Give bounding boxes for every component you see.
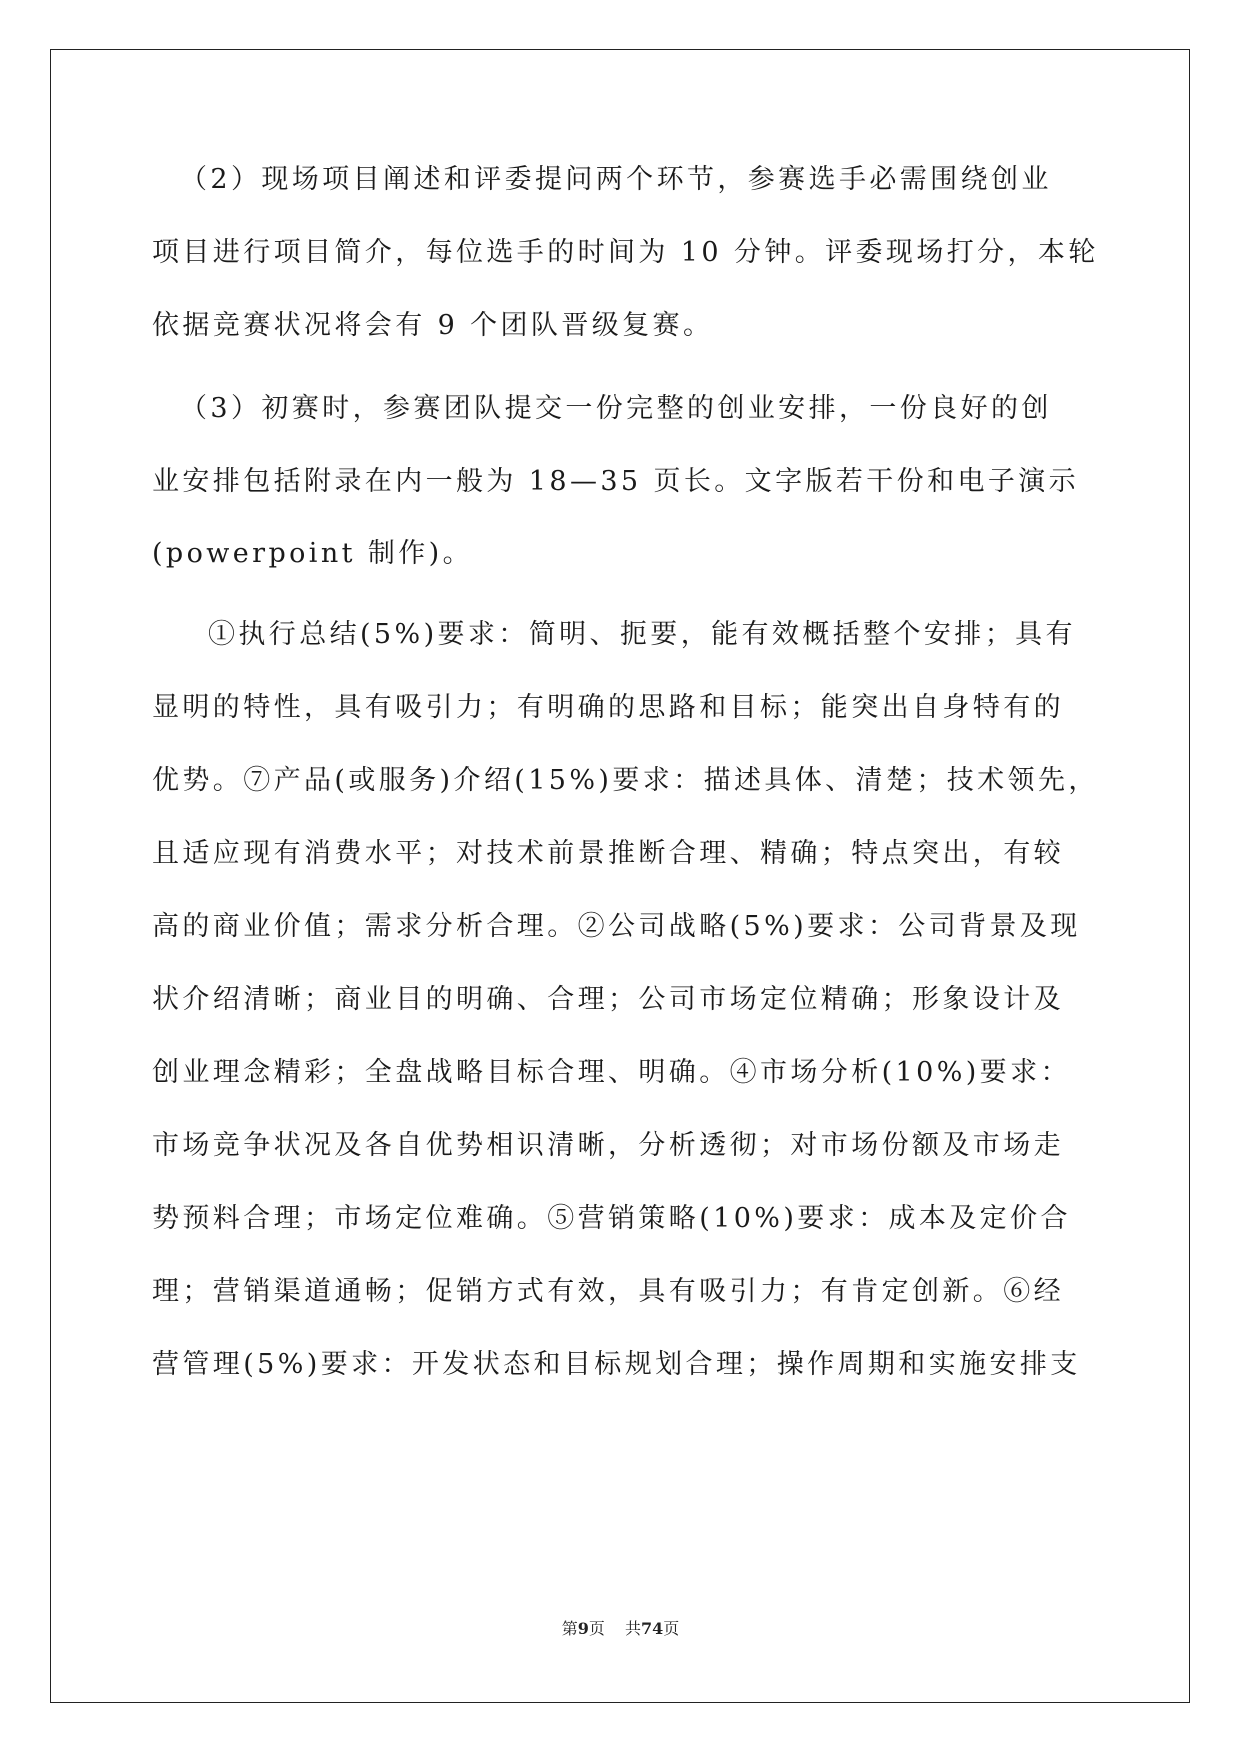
text-line-4: （3）初赛时，参赛团队提交一份完整的创业安排，一份良好的创 bbox=[180, 393, 1052, 424]
text-line-7: ①执行总结(5%)要求：简明、扼要，能有效概括整个安排；具有 bbox=[208, 619, 1076, 650]
text-line-17: 营管理(5%)要求：开发状态和目标规划合理；操作周期和实施安排支 bbox=[152, 1349, 1081, 1380]
footer-total-prefix: 共 bbox=[624, 1619, 641, 1638]
text-line-8: 显明的特性，具有吸引力；有明确的思路和目标；能突出自身特有的 bbox=[152, 692, 1064, 723]
text-line-2: 项目进行项目简介，每位选手的时间为 10 分钟。评委现场打分，本轮 bbox=[152, 237, 1099, 268]
text-line-9: 优势。⑦产品(或服务)介绍(15%)要求：描述具体、清楚；技术领先， bbox=[152, 765, 1099, 796]
text-line-14: 市场竞争状况及各自优势相识清晰，分析透彻；对市场份额及市场走 bbox=[152, 1130, 1064, 1161]
text-line-12: 状介绍清晰；商业目的明确、合理；公司市场定位精确；形象设计及 bbox=[152, 984, 1064, 1015]
text-line-1: （2）现场项目阐述和评委提问两个环节，参赛选手必需围绕创业 bbox=[180, 164, 1052, 195]
page-border bbox=[50, 49, 1190, 1703]
text-line-5: 业安排包括附录在内一般为 18—35 页长。文字版若干份和电子演示 bbox=[152, 466, 1080, 497]
text-line-11: 高的商业价值；需求分析合理。②公司战略(5%)要求：公司背景及现 bbox=[152, 911, 1081, 942]
footer-page-suffix: 页 bbox=[588, 1619, 605, 1638]
current-page-number: 9 bbox=[577, 1619, 589, 1638]
text-line-13: 创业理念精彩；全盘战略目标合理、明确。④市场分析(10%)要求： bbox=[152, 1057, 1071, 1088]
text-line-15: 势预料合理；市场定位难确。⑤营销策略(10%)要求：成本及定价合 bbox=[152, 1203, 1071, 1234]
total-pages-number: 74 bbox=[640, 1619, 664, 1638]
text-line-16: 理；营销渠道通畅；促销方式有效，具有吸引力；有肯定创新。⑥经 bbox=[152, 1276, 1064, 1307]
text-line-3: 依据竞赛状况将会有 9 个团队晋级复赛。 bbox=[152, 310, 714, 341]
footer-prefix: 第 bbox=[561, 1619, 578, 1638]
text-line-10: 且适应现有消费水平；对技术前景推断合理、精确；特点突出，有较 bbox=[152, 838, 1064, 869]
text-line-6: (powerpoint 制作)。 bbox=[152, 538, 473, 569]
page-footer bbox=[0, 1616, 1241, 1639]
footer-total-suffix: 页 bbox=[663, 1619, 680, 1638]
